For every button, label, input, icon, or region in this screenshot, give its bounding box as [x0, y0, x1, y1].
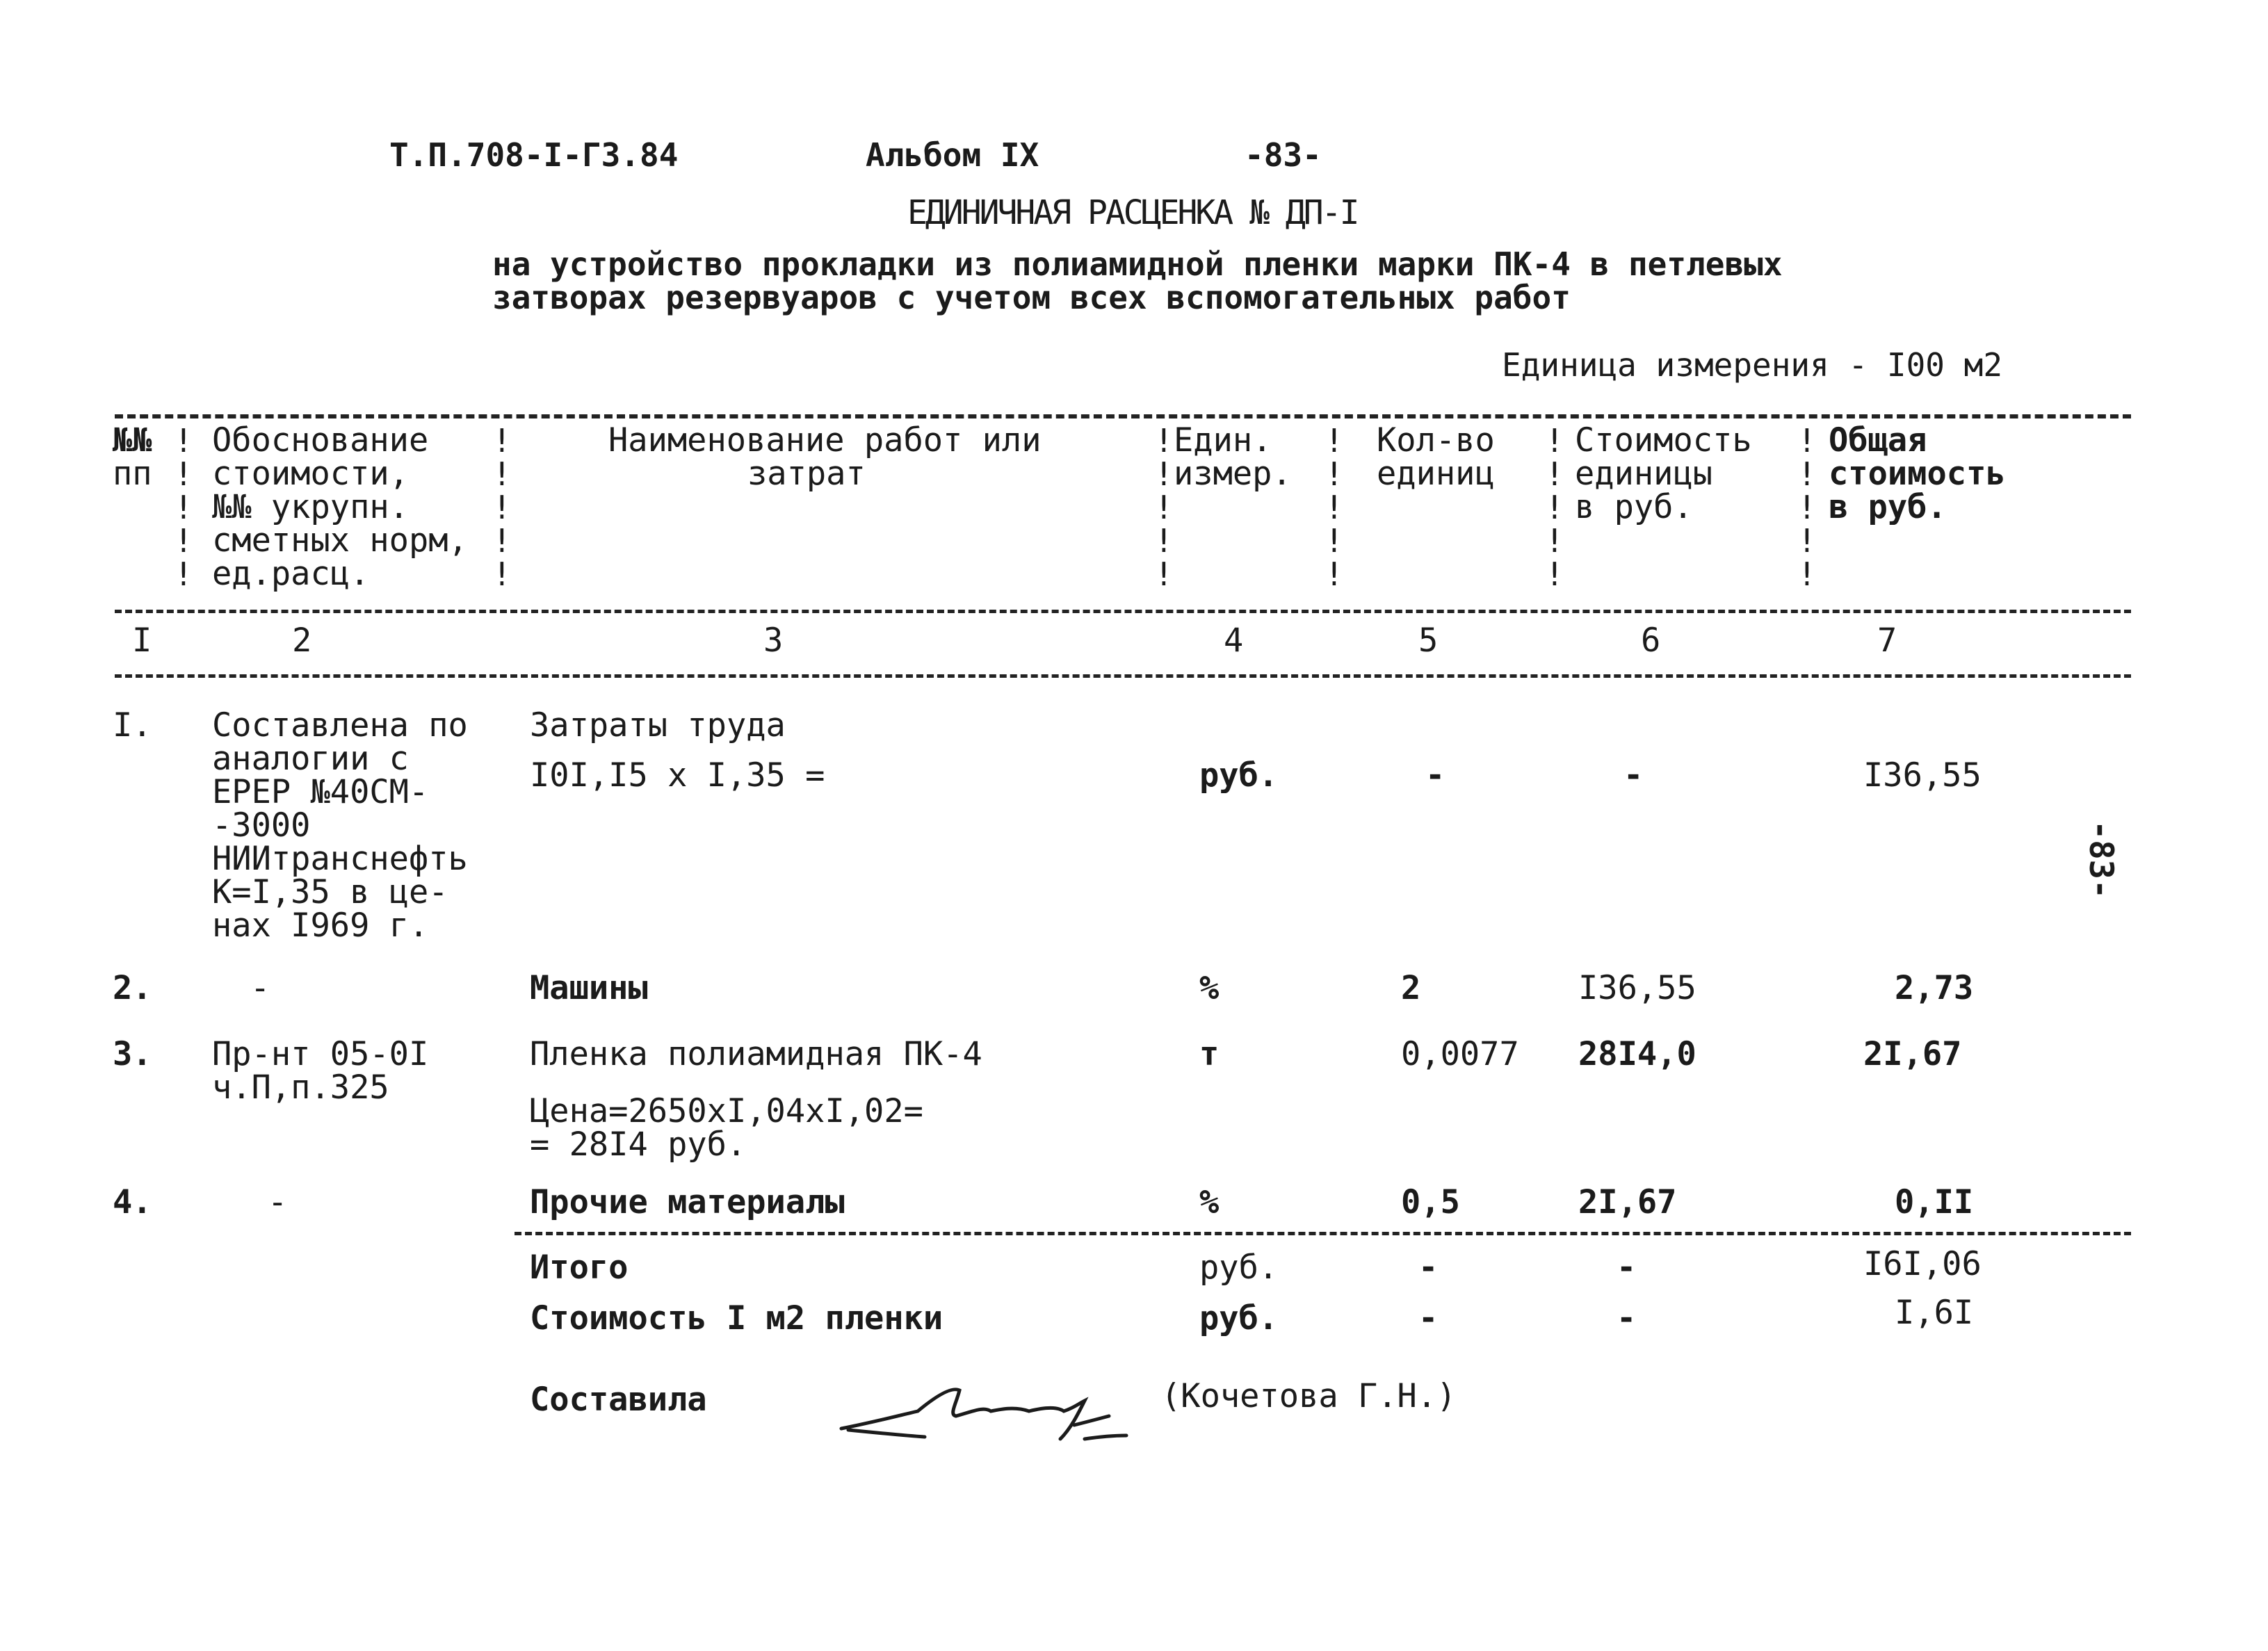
header-col-2-line-1: Обоснование: [212, 421, 429, 459]
totals-unit-cost: -: [1617, 1249, 1637, 1287]
column-number: I: [132, 621, 152, 660]
row-basis-line: ч.П,п.325: [212, 1068, 389, 1107]
row-name-line: Пленка полиамидная ПК-4: [530, 1035, 982, 1073]
row-total: 2I,67: [1863, 1035, 1962, 1073]
header-col-5-line-1: Кол-во: [1377, 421, 1495, 459]
column-number: 6: [1641, 621, 1661, 660]
row-number: 2.: [113, 969, 152, 1007]
row-total: 2,73: [1895, 969, 1974, 1007]
subtitle-line-2: затворах резервуаров с учетом всех вспомогательных работ: [492, 279, 1571, 316]
row-name-line: Цена=2650хI,04хI,02=: [530, 1092, 923, 1130]
row-basis-line: НИИтранснефть: [212, 840, 468, 878]
col-separator: ! ! ! ! !: [492, 422, 512, 593]
row-basis-line: -: [250, 969, 270, 1007]
page-title: ЕДИНИЧНАЯ РАСЦЕНКА № ДП-I: [907, 193, 1358, 232]
row-unit: %: [1199, 969, 1220, 1007]
col-separator: ! ! ! ! !: [1325, 422, 1344, 593]
row-unit-cost: 2I,67: [1578, 1183, 1677, 1221]
row-basis-line: -3000: [212, 806, 311, 845]
document-code: Т.П.708-I-ГЗ.84: [389, 136, 679, 174]
col-separator: ! ! ! ! !: [1797, 422, 1817, 593]
compiled-by-label: Составила: [530, 1381, 707, 1419]
row-unit: т: [1199, 1035, 1220, 1073]
header-col-1-line-1: №№: [113, 421, 152, 459]
row-name-line: = 28I4 руб.: [530, 1125, 747, 1164]
totals-unit: руб.: [1199, 1249, 1279, 1287]
totals-rule: [515, 1232, 2131, 1235]
row-unit-cost: -: [1623, 756, 1644, 795]
row-total: I36,55: [1863, 756, 1982, 795]
header-col-2-line-4: сметных норм,: [212, 521, 468, 560]
totals-quantity: -: [1418, 1299, 1439, 1337]
column-number: 7: [1877, 621, 1897, 660]
row-basis-line: Пр-нт 05-0I: [212, 1035, 429, 1073]
row-quantity: 2: [1401, 969, 1421, 1007]
header-col-7-line-2: стоимость: [1829, 455, 2006, 493]
header-col-1-line-2: пп: [113, 455, 152, 493]
header-bottom-rule: [115, 610, 2131, 613]
column-number: 4: [1224, 621, 1244, 660]
row-name-line: I0I,I5 х I,35 =: [530, 756, 825, 795]
row-total: 0,II: [1895, 1183, 1974, 1221]
col-separator: ! ! ! ! !: [1545, 422, 1564, 593]
row-unit-cost: 28I4,0: [1578, 1035, 1696, 1073]
page-number: -83-: [1245, 136, 1322, 174]
row-basis-line: К=I,35 в це-: [212, 873, 448, 911]
row-number: 3.: [113, 1035, 152, 1073]
row-name-line: Затраты труда: [530, 706, 786, 745]
totals-label: Стоимость I м2 пленки: [530, 1299, 943, 1337]
row-quantity: -: [1425, 756, 1445, 795]
unit-of-measure: Единица измерения - I00 м2: [1502, 346, 2003, 384]
totals-quantity: -: [1418, 1249, 1439, 1287]
header-col-7-line-3: в руб.: [1829, 488, 1947, 526]
signature: [834, 1373, 1140, 1449]
row-basis-line: -: [268, 1183, 288, 1221]
compiler-name: (Кочетова Г.Н.): [1161, 1377, 1457, 1415]
header-col-3-line-1: Наименование работ или: [608, 421, 1042, 459]
margin-page-number: -83-: [2082, 820, 2120, 900]
row-unit-cost: I36,55: [1578, 969, 1696, 1007]
row-quantity: 0,5: [1401, 1183, 1460, 1221]
subtitle-line-1: на устройство прокладки из полиамидной пленки марки ПК-4 в петлевых: [492, 245, 1783, 283]
header-col-6-line-2: единицы: [1575, 455, 1713, 493]
header-col-6-line-1: Стоимость: [1575, 421, 1752, 459]
totals-label: Итого: [530, 1249, 629, 1287]
album-label: Альбом IX: [866, 136, 1039, 174]
row-number: I.: [113, 706, 152, 745]
row-unit: руб.: [1199, 756, 1279, 795]
column-number: 2: [292, 621, 312, 660]
row-name-line: Машины: [530, 969, 648, 1007]
row-unit: %: [1199, 1183, 1220, 1221]
totals-total: I6I,06: [1863, 1245, 1982, 1283]
header-col-4-line-1: Един.: [1174, 421, 1272, 459]
row-name-line: Прочие материалы: [530, 1183, 845, 1221]
col-separator: ! ! ! ! !: [174, 422, 193, 593]
header-col-5-line-2: единиц: [1377, 455, 1495, 493]
header-col-2-line-5: ед.расц.: [212, 555, 370, 593]
totals-unit-cost: -: [1617, 1299, 1637, 1337]
header-col-2-line-3: №№ укрупн.: [212, 488, 409, 526]
header-col-4-line-2: измер.: [1174, 455, 1292, 493]
row-basis-line: ЕРЕР №40СМ-: [212, 773, 429, 811]
totals-total: I,6I: [1895, 1294, 1974, 1332]
row-number: 4.: [113, 1183, 152, 1221]
header-col-6-line-3: в руб.: [1575, 488, 1693, 526]
column-numbers-rule: [115, 674, 2131, 678]
table-top-rule: [115, 414, 2131, 418]
column-number: 3: [763, 621, 784, 660]
row-basis-line: нах I969 г.: [212, 906, 429, 945]
row-basis-line: аналогии с: [212, 740, 409, 778]
column-number: 5: [1418, 621, 1439, 660]
header-col-2-line-2: стоимости,: [212, 455, 409, 493]
col-separator: ! ! ! ! !: [1154, 422, 1174, 593]
header-col-3-line-2: затрат: [747, 455, 866, 493]
row-basis-line: Составлена по: [212, 706, 468, 745]
header-col-7-line-1: Общая: [1829, 421, 1927, 459]
row-quantity: 0,0077: [1401, 1035, 1519, 1073]
totals-unit: руб.: [1199, 1299, 1279, 1337]
